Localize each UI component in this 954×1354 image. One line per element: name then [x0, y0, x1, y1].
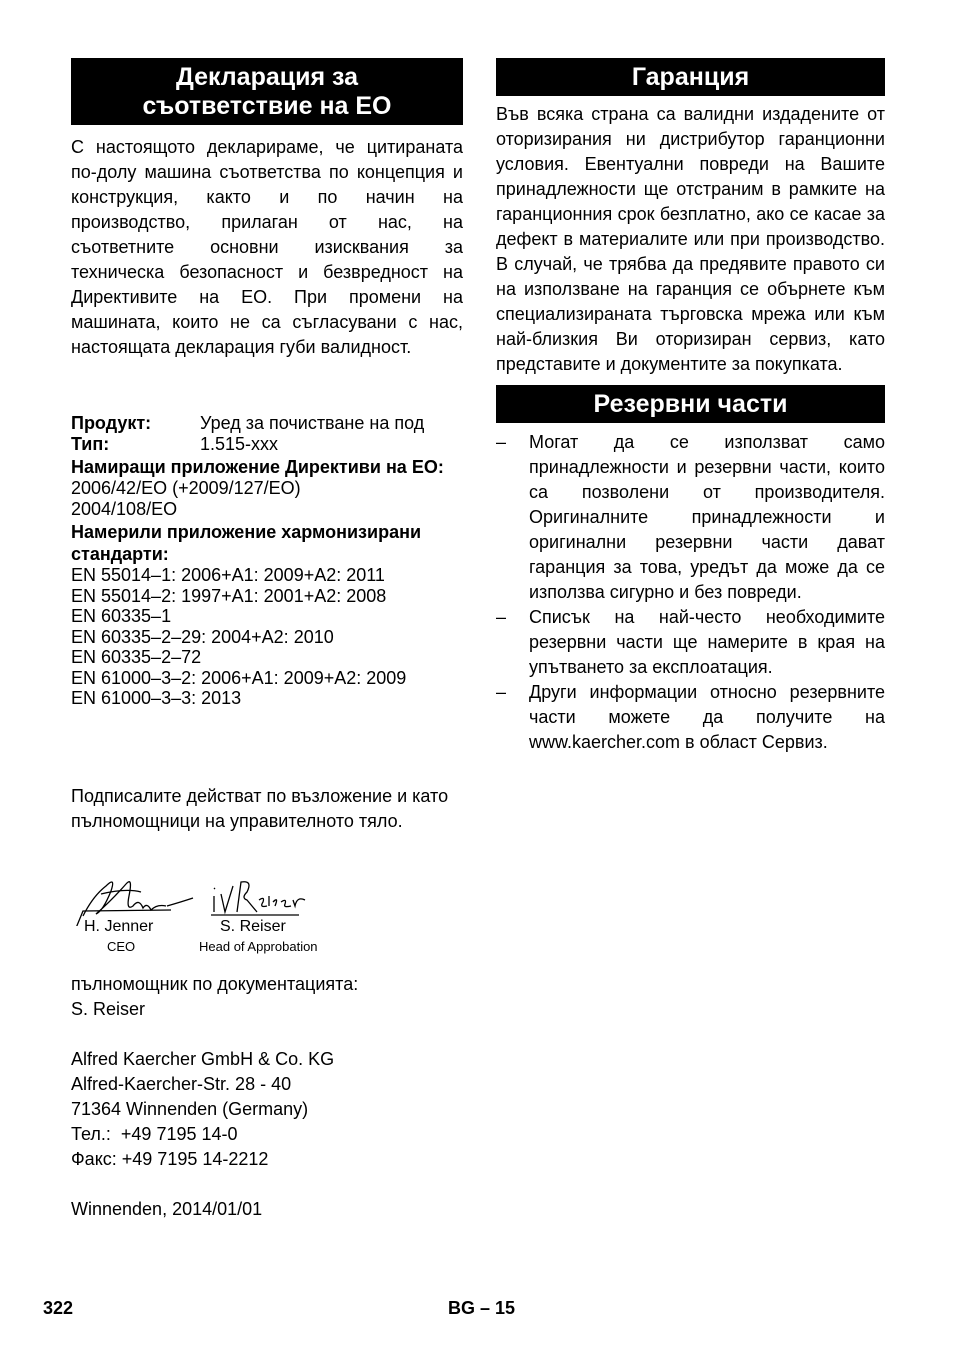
warranty-heading: Гаранция: [496, 58, 885, 96]
signature2-role: Head of Approbation: [199, 939, 318, 954]
company-name: Alfred Kaercher GmbH & Co. KG: [71, 1049, 335, 1069]
place-date: Winnenden, 2014/01/01: [71, 1199, 263, 1219]
list-dash: –: [496, 682, 507, 702]
product-label: Продукт:: [71, 413, 152, 433]
directive-item: 2006/42/EO (+2009/127/EO): [71, 478, 301, 498]
list-item-text: Други информации относно резервните части можете да получите на www.kaercher.com в област Сервиз.: [529, 682, 885, 752]
list-item: [496, 430, 885, 605]
declaration-heading-line1: Декларация за: [175, 63, 359, 91]
list-dash: –: [496, 432, 507, 452]
company-fax: Факс: +49 7195 14-2212: [71, 1149, 269, 1169]
standards-heading: Намерили приложение хармонизирани стандарти:: [71, 522, 422, 564]
signature2-name: S. Reiser: [220, 918, 286, 935]
list-item-text: Могат да се използват само принадлежности и резервни части, които са позволени от производителя. Оригиналните принадлежности и оригинални резервни части дават гаранция за това, уредът да може да се използва сигурно и без повреди.: [529, 432, 885, 602]
declaration-heading: [71, 58, 463, 125]
section-label: BG – 15: [448, 1298, 516, 1318]
standard-item: EN 60335–2–29: 2004+A2: 2010: [71, 626, 334, 647]
standard-item: EN 60335–1: [71, 606, 172, 626]
type-row: [71, 434, 463, 455]
doc-rep-name: S. Reiser: [71, 999, 146, 1019]
company-street: Alfred-Kaercher-Str. 28 - 40: [71, 1074, 292, 1094]
signature1-role: CEO: [107, 939, 136, 954]
directives-heading: Намиращи приложение Директиви на ЕО:: [71, 457, 444, 477]
product-value: Уред за почистване на под: [200, 413, 425, 433]
page-number: 322: [43, 1298, 74, 1318]
list-item-text: Списък на най-често необходимите резервни части ще намерите в края на упътването за експлоатация.: [529, 607, 885, 677]
product-row: [71, 413, 463, 434]
warranty-text: Във всяка страна са валидни издадените от оторизирания ни дистрибутор гаранционни условия. Евентуални повреди на Вашите принадлежности ще отстраним в рамките на гаранционния срок безплатно, ако се касае за дефект в материалите или при производство. В случай, че трябва да предявите правото си на използване на гаранция се обърнете към специализираната търговска мрежа или към най-близкия Ви оторизиран сервиз, като представите и документите за покупката.: [496, 104, 885, 374]
standard-item: EN 60335–2–72: [71, 647, 202, 667]
declaration-heading-line2: съответствие на ЕО: [142, 92, 392, 120]
list-dash: –: [496, 607, 507, 627]
list-item: [496, 680, 885, 755]
doc-rep-label: пълномощник по документацията:: [71, 974, 359, 994]
signatures: [71, 866, 371, 961]
standard-item: EN 55014–2: 1997+A1: 2001+A2: 2008: [71, 585, 387, 606]
declaration-intro: С настоящото декларираме, че цитираната по-долу машина съответства по концепция и конструкция, както и по начин на производство, прилаган от нас, на съответните основни изисквания за техническа безопасност и безвредност на Директивите на ЕО. При промени на машината, които не са съгласувани с нас, настоящата декларация губи валидност.: [71, 137, 463, 357]
spare-parts-list: [496, 430, 885, 755]
handwritten-signatures: [71, 866, 371, 926]
type-label: Тип:: [71, 433, 110, 454]
spare-parts-heading: Резервни части: [496, 385, 885, 423]
signature1-name: H. Jenner: [84, 918, 154, 935]
company-phone: Тел.: +49 7195 14-0: [71, 1124, 238, 1144]
contact-block: [71, 972, 463, 1222]
type-value: 1.515-xxx: [200, 433, 279, 454]
standard-item: EN 61000–3–2: 2006+A1: 2009+A2: 2009: [71, 667, 407, 688]
standard-item: EN 61000–3–3: 2013: [71, 688, 242, 708]
list-item: [496, 605, 885, 680]
left-column: [71, 58, 463, 831]
signatories-text: Подписалите действат по възложение и като пълномощници на управителното тяло.: [71, 786, 449, 831]
standard-item: EN 55014–1: 2006+A1: 2009+A2: 2011: [71, 565, 385, 585]
product-info: [71, 413, 463, 709]
right-column: [496, 58, 885, 755]
directive-item: 2004/108/EO: [71, 498, 178, 519]
company-city: 71364 Winnenden (Germany): [71, 1099, 309, 1119]
